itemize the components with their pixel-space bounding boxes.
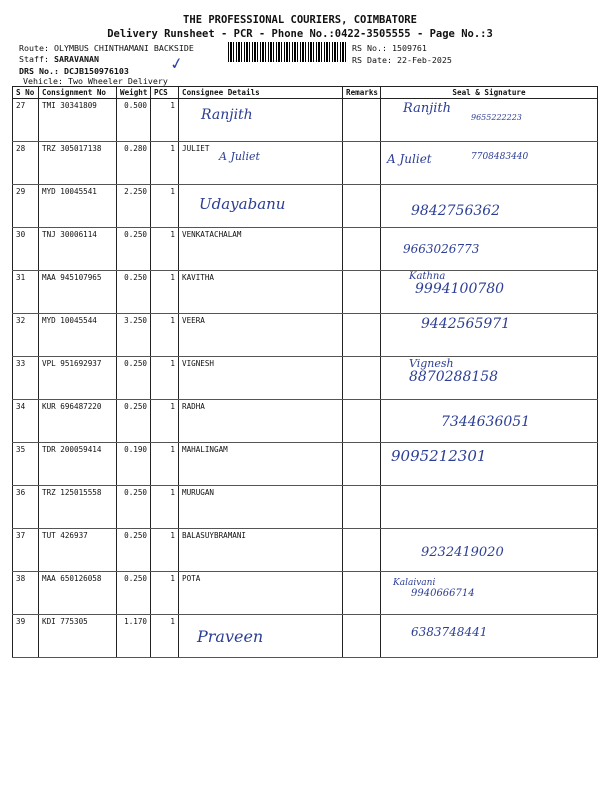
handwritten-signature: Vignesh xyxy=(409,357,454,370)
handwritten-phone-number: 9663026773 xyxy=(403,242,480,256)
cell-consignment-no: TNJ 30006114 xyxy=(39,228,117,271)
cell-remarks xyxy=(343,185,381,228)
cell-weight: 0.250 xyxy=(117,400,151,443)
cell-weight: 0.500 xyxy=(117,99,151,142)
cell-pcs: 1 xyxy=(151,271,179,314)
handwritten-signature: Kathna xyxy=(409,271,446,282)
handwritten-signature: A Juliet xyxy=(387,152,432,166)
drs-label: DRS No.: xyxy=(19,66,59,76)
cell-remarks xyxy=(343,443,381,486)
staff-label: Staff: xyxy=(19,54,49,64)
cell-remarks xyxy=(343,615,381,658)
cell-sno: 31 xyxy=(13,271,39,314)
cell-consignee: VEERA xyxy=(179,314,343,357)
cell-pcs: 1 xyxy=(151,357,179,400)
cell-remarks xyxy=(343,271,381,314)
cell-consignment-no: MAA 650126058 xyxy=(39,572,117,615)
cell-sno: 30 xyxy=(13,228,39,271)
cell-remarks xyxy=(343,357,381,400)
cell-weight: 0.250 xyxy=(117,271,151,314)
cell-weight: 0.280 xyxy=(117,142,151,185)
cell-consignee: KAVITHA xyxy=(179,271,343,314)
cell-consignment-no: TDR 200059414 xyxy=(39,443,117,486)
company-title: THE PROFESSIONAL COURIERS, COIMBATORE xyxy=(183,14,417,26)
cell-consignment-no: VPL 951692937 xyxy=(39,357,117,400)
handwritten-phone-number: 9994100780 xyxy=(415,281,505,297)
cell-consignee: MAHALINGAM xyxy=(179,443,343,486)
barcode-image xyxy=(228,42,346,62)
col-header-signature: Seal & Signature xyxy=(381,87,598,99)
handwritten-phone-number: 9940666714 xyxy=(411,588,475,599)
cell-weight: 0.250 xyxy=(117,486,151,529)
cell-signature xyxy=(381,529,598,572)
col-header-remarks: Remarks xyxy=(343,87,381,99)
cell-weight: 1.170 xyxy=(117,615,151,658)
cell-remarks xyxy=(343,400,381,443)
cell-weight: 3.250 xyxy=(117,314,151,357)
cell-weight: 0.250 xyxy=(117,572,151,615)
handwritten-consignee-name: A Juliet xyxy=(219,150,260,163)
table-row xyxy=(13,572,598,615)
handwritten-consignee-name: Praveen xyxy=(197,627,264,646)
runsheet-subtitle: Delivery Runsheet - PCR - Phone No.:0422-3505555 - Page No.:3 xyxy=(107,28,493,40)
drs-value: DCJB150976103 xyxy=(63,66,129,76)
cell-signature xyxy=(381,615,598,658)
col-header-consignee: Consignee Details xyxy=(179,87,343,99)
cell-signature xyxy=(381,185,598,228)
cell-pcs: 1 xyxy=(151,615,179,658)
cell-pcs: 1 xyxy=(151,314,179,357)
cell-sno: 35 xyxy=(13,443,39,486)
cell-consignment-no: TUT 426937 xyxy=(39,529,117,572)
cell-signature xyxy=(381,400,598,443)
cell-consignment-no: TMI 30341809 xyxy=(39,99,117,142)
handwritten-phone-number: 9842756362 xyxy=(411,203,501,219)
cell-sno: 37 xyxy=(13,529,39,572)
handwritten-phone-number: 8870288158 xyxy=(409,369,499,385)
runsheet-table xyxy=(12,86,598,658)
cell-signature xyxy=(381,228,598,271)
table-row xyxy=(13,228,598,271)
cell-signature xyxy=(381,271,598,314)
cell-remarks xyxy=(343,228,381,271)
table-row xyxy=(13,486,598,529)
handwritten-phone-number: 9442565971 xyxy=(421,316,511,332)
cell-sno: 29 xyxy=(13,185,39,228)
handwritten-phone-number: 7708483440 xyxy=(471,152,529,162)
cell-consignee: POTA xyxy=(179,572,343,615)
handwritten-phone-number: 9655222223 xyxy=(471,113,522,122)
cell-weight: 2.250 xyxy=(117,185,151,228)
cell-weight: 0.250 xyxy=(117,357,151,400)
cell-consignee xyxy=(179,99,343,142)
cell-sno: 38 xyxy=(13,572,39,615)
table-row xyxy=(13,271,598,314)
cell-remarks xyxy=(343,572,381,615)
cell-signature xyxy=(381,314,598,357)
cell-pcs: 1 xyxy=(151,142,179,185)
cell-signature xyxy=(381,572,598,615)
staff-line xyxy=(19,54,99,64)
cell-sno: 36 xyxy=(13,486,39,529)
vehicle-text: Vehicle: Two Wheeler Delivery xyxy=(23,76,168,86)
cell-sno: 32 xyxy=(13,314,39,357)
cell-consignee: BALASUYBRAMANI xyxy=(179,529,343,572)
cell-consignee: MURUGAN xyxy=(179,486,343,529)
cell-pcs: 1 xyxy=(151,185,179,228)
cell-weight: 0.250 xyxy=(117,228,151,271)
cell-signature xyxy=(381,99,598,142)
cell-consignment-no: TRZ 125015558 xyxy=(39,486,117,529)
cell-consignee: RADHA xyxy=(179,400,343,443)
table-row xyxy=(13,357,598,400)
cell-remarks xyxy=(343,529,381,572)
cell-weight: 0.190 xyxy=(117,443,151,486)
handwritten-consignee-name: Ranjith xyxy=(201,107,253,123)
cell-sno: 39 xyxy=(13,615,39,658)
cell-remarks xyxy=(343,314,381,357)
cell-pcs: 1 xyxy=(151,228,179,271)
cell-pcs: 1 xyxy=(151,99,179,142)
cell-remarks xyxy=(343,486,381,529)
cell-remarks xyxy=(343,99,381,142)
table-row xyxy=(13,185,598,228)
route-text: Route: OLYMBUS CHINTHAMANI BACKSIDE xyxy=(19,43,194,53)
cell-signature xyxy=(381,142,598,185)
col-header-consignment: Consignment No xyxy=(39,87,117,99)
cell-remarks xyxy=(343,142,381,185)
handwritten-phone-number: 6383748441 xyxy=(411,625,488,639)
cell-pcs: 1 xyxy=(151,529,179,572)
table-row xyxy=(13,99,598,142)
staff-value: SARAVANAN xyxy=(53,54,99,64)
table-body xyxy=(13,99,598,658)
cell-signature xyxy=(381,357,598,400)
cell-consignee xyxy=(179,615,343,658)
handwritten-consignee-name: Udayabanu xyxy=(199,195,286,213)
col-header-weight: Weight xyxy=(117,87,151,99)
table-row xyxy=(13,142,598,185)
table-row xyxy=(13,529,598,572)
cell-consignee: JULIET A Juliet xyxy=(179,142,343,185)
cell-consignment-no: TRZ 305017138 xyxy=(39,142,117,185)
table-row xyxy=(13,314,598,357)
cell-consignment-no: KUR 696487220 xyxy=(39,400,117,443)
col-header-pcs: PCS xyxy=(151,87,179,99)
handwritten-signature: Ranjith xyxy=(403,101,451,116)
table-row xyxy=(13,443,598,486)
cell-consignment-no: MYD 10045541 xyxy=(39,185,117,228)
cell-signature xyxy=(381,486,598,529)
rs-date: RS Date: 22-Feb-2025 xyxy=(352,55,452,65)
drs-line xyxy=(19,66,129,76)
table-row xyxy=(13,400,598,443)
handwritten-phone-number: 9095212301 xyxy=(391,447,487,465)
cell-consignment-no: MAA 945107965 xyxy=(39,271,117,314)
cell-sno: 34 xyxy=(13,400,39,443)
col-header-sno: S No xyxy=(13,87,39,99)
cell-sno: 27 xyxy=(13,99,39,142)
cell-sno: 33 xyxy=(13,357,39,400)
rs-number: RS No.: 1509761 xyxy=(352,43,427,53)
cell-consignment-no: KDI 775305 xyxy=(39,615,117,658)
cell-pcs: 1 xyxy=(151,400,179,443)
cell-sno: 28 xyxy=(13,142,39,185)
table-header-row xyxy=(13,87,598,99)
handwritten-phone-number: 9232419020 xyxy=(421,545,504,560)
table-row xyxy=(13,615,598,658)
handwritten-signature: Kalaivani xyxy=(393,578,436,588)
cell-consignee: VENKATACHALAM xyxy=(179,228,343,271)
cell-pcs: 1 xyxy=(151,572,179,615)
cell-consignee: VIGNESH xyxy=(179,357,343,400)
cell-consignment-no: MYD 10045544 xyxy=(39,314,117,357)
cell-weight: 0.250 xyxy=(117,529,151,572)
cell-consignee xyxy=(179,185,343,228)
check-mark-icon: ✓ xyxy=(168,52,185,75)
handwritten-phone-number: 7344636051 xyxy=(441,414,531,430)
cell-signature xyxy=(381,443,598,486)
cell-pcs: 1 xyxy=(151,486,179,529)
cell-pcs: 1 xyxy=(151,443,179,486)
